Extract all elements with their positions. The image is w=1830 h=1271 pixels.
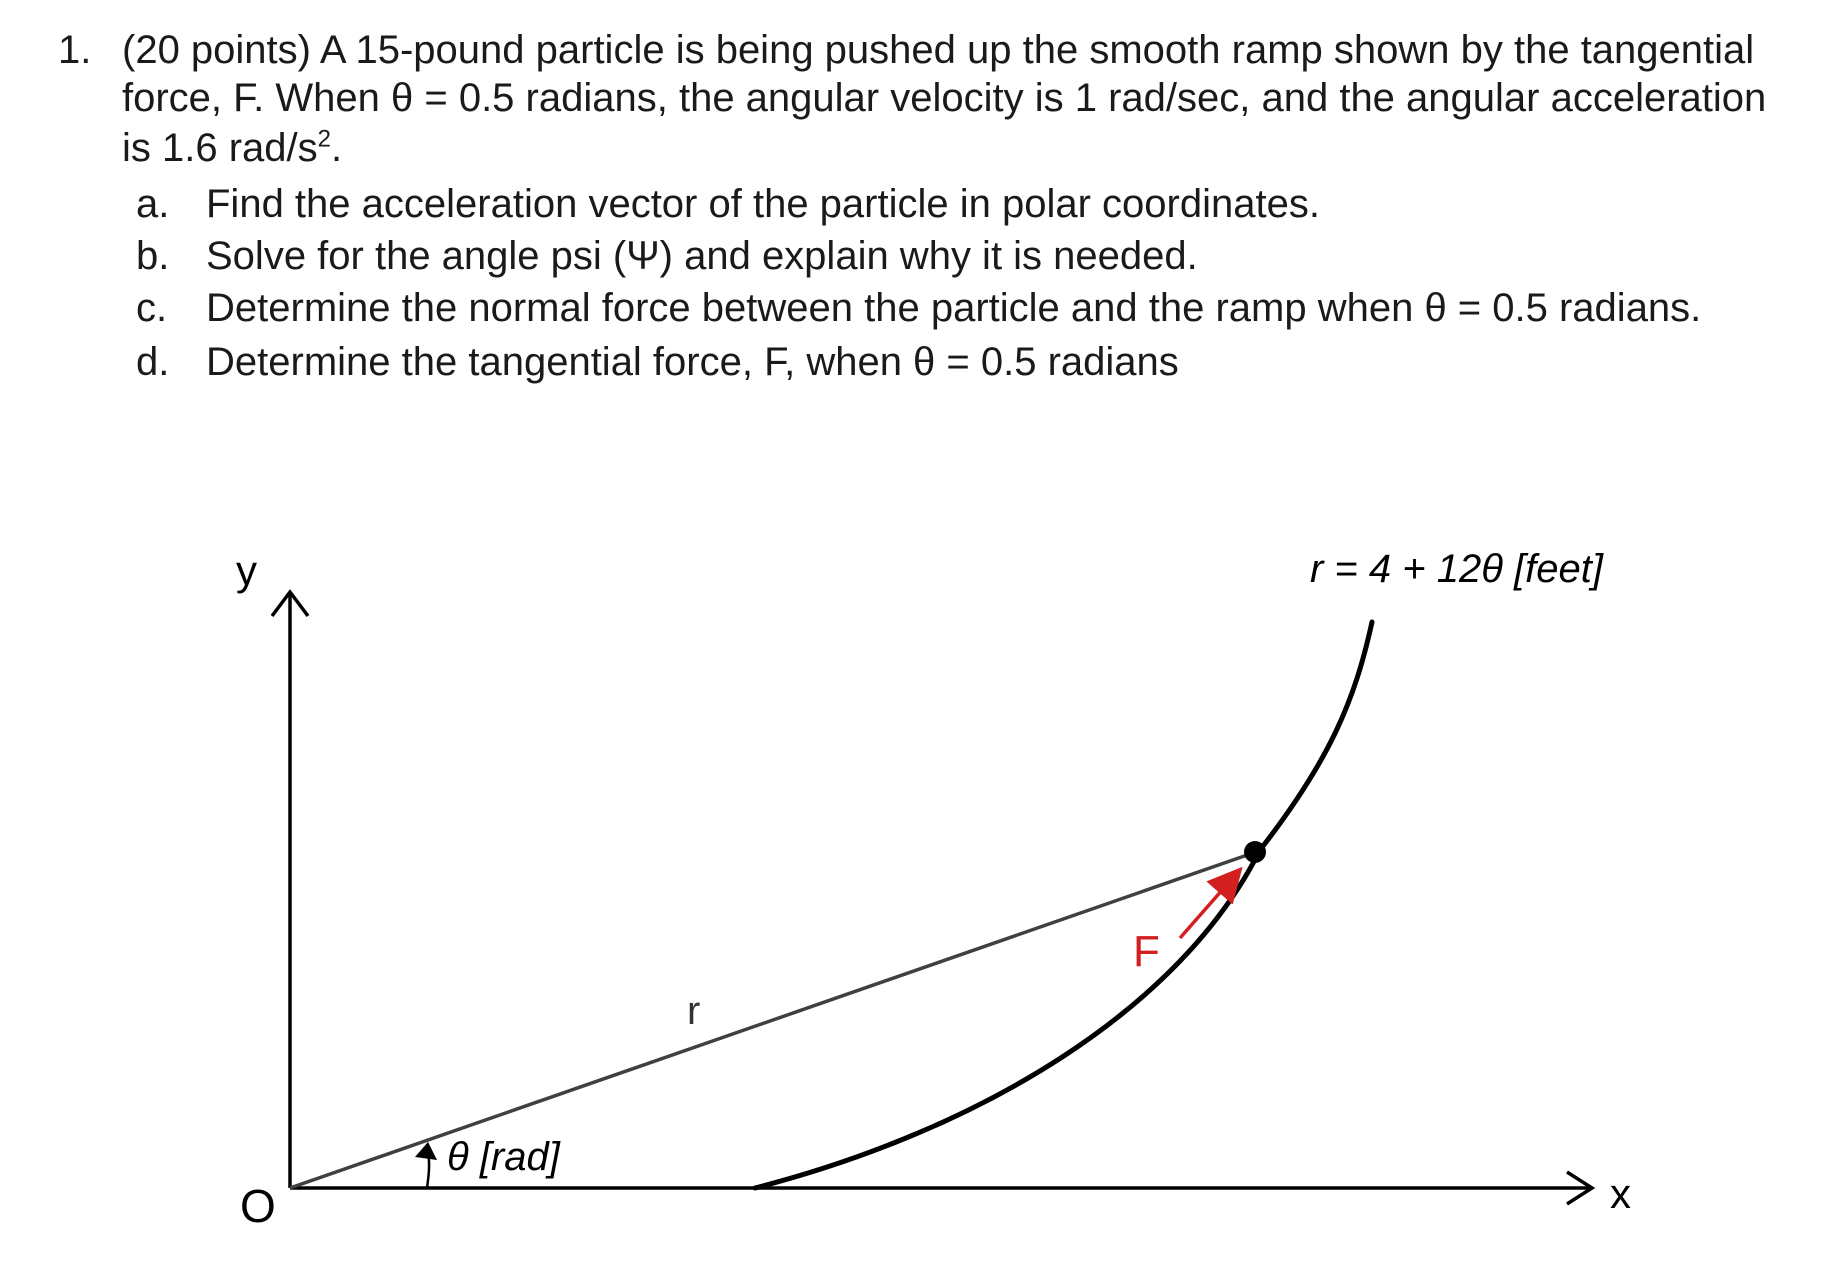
theta-label: θ [rad]	[447, 1135, 560, 1179]
radius-line	[290, 853, 1253, 1188]
part-a-label: a.	[136, 182, 170, 226]
ramp-equation: r = 4 + 12θ [feet]	[1310, 547, 1603, 591]
origin-label: O	[240, 1180, 276, 1232]
part-a-text: Find the acceleration vector of the particle in polar coordinates.	[206, 182, 1320, 226]
problem-number: 1.	[58, 28, 92, 72]
part-b-label: b.	[136, 234, 170, 278]
part-d-label: d.	[136, 340, 170, 384]
force-label: F	[1133, 927, 1160, 976]
ramp-curve	[755, 622, 1372, 1188]
part-c-text: Determine the normal force between the particle and the ramp when θ = 0.5 radians.	[206, 286, 1702, 330]
part-c-label: c.	[136, 286, 168, 330]
particle-dot	[1244, 841, 1266, 863]
part-d-text: Determine the tangential force, F, when θ = 0.5 radians	[206, 340, 1179, 384]
problem-text-line-2: force, F. When θ = 0.5 radians, the angular velocity is 1 rad/sec, and the angular acceleration	[122, 76, 1767, 120]
part-b-text: Solve for the angle psi (Ψ) and explain why it is needed.	[206, 234, 1198, 278]
problem-text-line-3-main: is 1.6 rad/s	[122, 126, 318, 170]
problem-text-line-3-end: .	[331, 126, 343, 170]
superscript-two: 2	[317, 125, 332, 153]
radius-label: r	[687, 989, 701, 1033]
y-axis-label: y	[236, 547, 257, 594]
x-axis-label: x	[1610, 1170, 1631, 1217]
problem-text-line-1: (20 points) A 15-pound particle is being pushed up the smooth ramp shown by the tangential	[122, 28, 1755, 72]
